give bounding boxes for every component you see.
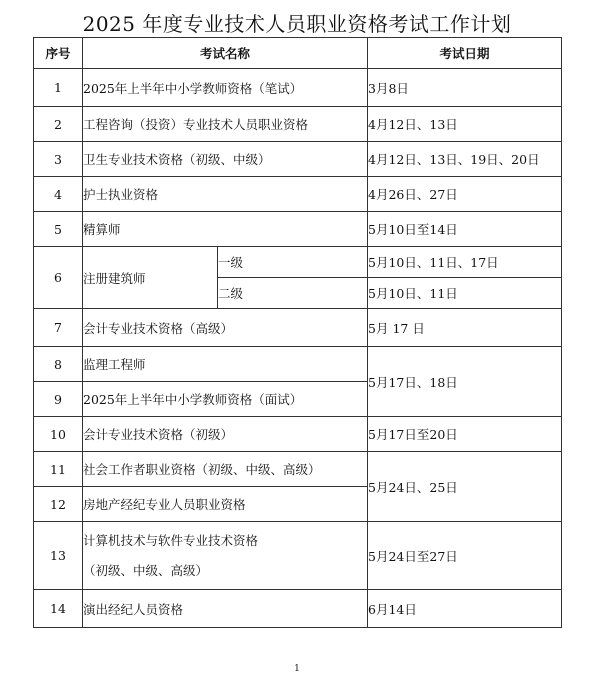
exam-date: 5月24日至27日 xyxy=(368,522,562,590)
exam-name: 卫生专业技术资格（初级、中级） xyxy=(83,142,368,177)
exam-name: 演出经纪人员资格 xyxy=(83,590,368,628)
exam-date: 5月10日、11日 xyxy=(368,278,562,309)
table-row xyxy=(34,142,562,177)
table-row xyxy=(34,417,562,452)
document-title: 2025 年度专业技术人员职业资格考试工作计划 xyxy=(82,12,512,36)
exam-name-line: 计算机技术与软件专业技术资格 xyxy=(83,532,259,548)
row-number: 6 xyxy=(34,247,83,309)
row-number: 3 xyxy=(34,142,83,177)
table-row xyxy=(34,452,562,487)
exam-name: 会计专业技术资格（初级） xyxy=(83,417,368,452)
row-number: 11 xyxy=(34,452,83,487)
exam-date: 5月17日至20日 xyxy=(368,417,562,452)
exam-name: 注册建筑师 xyxy=(83,247,218,309)
row-number: 10 xyxy=(34,417,83,452)
table-row xyxy=(34,522,562,590)
row-number: 4 xyxy=(34,177,83,212)
exam-date: 4月12日、13日、19日、20日 xyxy=(368,142,562,177)
header-no: 序号 xyxy=(34,38,83,69)
exam-level: 二级 xyxy=(218,278,368,309)
exam-name-line: （初级、中级、高级） xyxy=(83,562,209,578)
row-number: 5 xyxy=(34,212,83,247)
row-number: 13 xyxy=(34,522,83,590)
table-row xyxy=(34,212,562,247)
exam-name: 护士执业资格 xyxy=(83,177,368,212)
exam-date: 6月14日 xyxy=(368,590,562,628)
exam-level: 一级 xyxy=(218,247,368,278)
exam-name: 精算师 xyxy=(83,212,368,247)
table-row xyxy=(34,309,562,347)
exam-name: 工程咨询（投资）专业技术人员职业资格 xyxy=(83,107,368,142)
exam-date: 5月 17 日 xyxy=(368,309,562,347)
exam-date: 4月26日、27日 xyxy=(368,177,562,212)
exam-name: 房地产经纪专业人员职业资格 xyxy=(83,487,368,522)
row-number: 7 xyxy=(34,309,83,347)
row-number: 9 xyxy=(34,382,83,417)
table-row xyxy=(34,69,562,107)
table-row xyxy=(34,590,562,628)
row-number: 8 xyxy=(34,347,83,382)
exam-name xyxy=(83,522,368,590)
exam-date: 5月24日、25日 xyxy=(368,452,562,522)
exam-date: 3月8日 xyxy=(368,69,562,107)
table-row xyxy=(34,107,562,142)
header-exam-name: 考试名称 xyxy=(83,38,368,69)
header-exam-date: 考试日期 xyxy=(368,38,562,69)
exam-name: 2025年上半年中小学教师资格（笔试） xyxy=(83,69,368,107)
exam-schedule-table xyxy=(33,37,562,628)
exam-date: 4月12日、13日 xyxy=(368,107,562,142)
exam-date: 5月10日、11日、17日 xyxy=(368,247,562,278)
exam-name: 会计专业技术资格（高级） xyxy=(83,309,368,347)
exam-date: 5月17日、18日 xyxy=(368,347,562,417)
table-row xyxy=(34,177,562,212)
row-number: 12 xyxy=(34,487,83,522)
page-number: 1 xyxy=(294,664,300,674)
table-row xyxy=(34,247,562,278)
row-number: 2 xyxy=(34,107,83,142)
table-header-row xyxy=(34,38,562,69)
table-row xyxy=(34,347,562,382)
exam-date: 5月10日至14日 xyxy=(368,212,562,247)
exam-name: 2025年上半年中小学教师资格（面试） xyxy=(83,382,368,417)
exam-name: 监理工程师 xyxy=(83,347,368,382)
row-number: 14 xyxy=(34,590,83,628)
exam-name: 社会工作者职业资格（初级、中级、高级） xyxy=(83,452,368,487)
row-number: 1 xyxy=(34,69,83,107)
